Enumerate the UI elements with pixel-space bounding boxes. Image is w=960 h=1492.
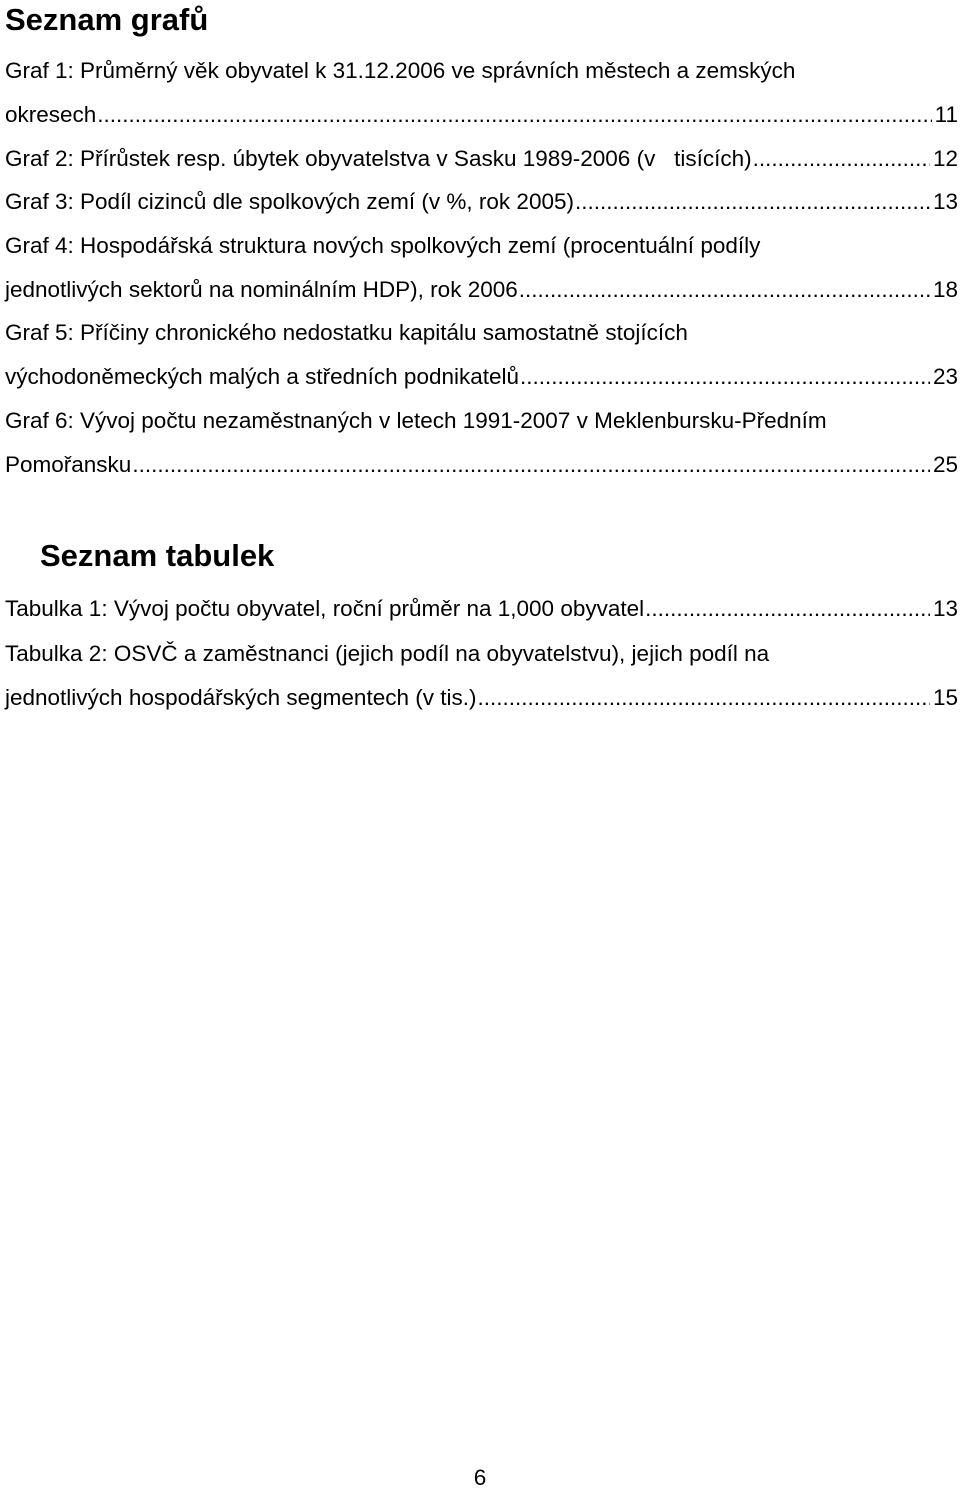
toc-page-number: 13 bbox=[932, 596, 958, 621]
toc-entry-line: Graf 6: Vývoj počtu nezaměstnaných v letech 1991-2007 v Meklenbursku-Předním bbox=[5, 408, 827, 433]
toc-entry-figure-5[interactable] bbox=[5, 363, 958, 391]
dot-leader bbox=[97, 101, 931, 129]
toc-entry-title: okresech bbox=[5, 102, 97, 127]
toc-entry-title: jednotlivých hospodářských segmentech (v tis.) bbox=[5, 685, 477, 710]
toc-page-number: 25 bbox=[932, 452, 958, 477]
toc-entry-figure-6[interactable] bbox=[5, 451, 958, 479]
toc-entry-table-2[interactable] bbox=[5, 684, 958, 712]
dot-leader bbox=[575, 188, 930, 216]
toc-entry-line: Graf 1: Průměrný věk obyvatel k 31.12.2006 ve správních městech a zemských bbox=[5, 58, 796, 83]
toc-page-number: 11 bbox=[934, 102, 958, 127]
toc-entry-figure-2[interactable] bbox=[5, 145, 958, 173]
dot-leader bbox=[520, 363, 930, 391]
dot-leader bbox=[477, 684, 930, 712]
toc-entry-title: východoněmeckých malých a středních podnikatelů bbox=[5, 364, 520, 389]
toc-page-number: 23 bbox=[932, 364, 958, 389]
toc-entry-figure-4[interactable] bbox=[5, 276, 958, 304]
dot-leader bbox=[132, 451, 930, 479]
toc-entry-title: Graf 3: Podíl cizinců dle spolkových zemí (v %, rok 2005) bbox=[5, 189, 574, 214]
toc-page-number: 12 bbox=[932, 146, 958, 171]
toc-entry-title: Graf 2: Přírůstek resp. úbytek obyvatelstva v Sasku 1989-2006 (v tisících) bbox=[5, 146, 752, 171]
toc-entry-title: jednotlivých sektorů na nominálním HDP), rok 2006 bbox=[5, 277, 518, 302]
toc-page-number: 13 bbox=[932, 189, 958, 214]
toc-entry-figure-3[interactable] bbox=[5, 188, 958, 216]
toc-entry-title: Pomořansku bbox=[5, 452, 132, 477]
toc-entry-figure-1[interactable] bbox=[5, 101, 958, 129]
toc-entry-line: Graf 4: Hospodářská struktura nových spolkových zemí (procentuální podíly bbox=[5, 233, 761, 258]
toc-entry-line: Tabulka 2: OSVČ a zaměstnanci (jejich podíl na obyvatelstvu), jejich podíl na bbox=[5, 641, 770, 666]
list-of-figures-heading: Seznam grafů bbox=[5, 2, 209, 37]
page-number: 6 bbox=[473, 1465, 487, 1490]
toc-page-number: 15 bbox=[932, 685, 958, 710]
dot-leader bbox=[645, 595, 930, 623]
toc-entry-title: Tabulka 1: Vývoj počtu obyvatel, roční průměr na 1,000 obyvatel bbox=[5, 596, 645, 621]
toc-entry-line: Graf 5: Příčiny chronického nedostatku kapitálu samostatně stojících bbox=[5, 320, 688, 345]
dot-leader bbox=[753, 145, 930, 173]
dot-leader bbox=[519, 276, 930, 304]
toc-page-number: 18 bbox=[932, 277, 958, 302]
toc-entry-table-1[interactable] bbox=[5, 595, 958, 623]
list-of-tables-heading: Seznam tabulek bbox=[40, 538, 275, 573]
